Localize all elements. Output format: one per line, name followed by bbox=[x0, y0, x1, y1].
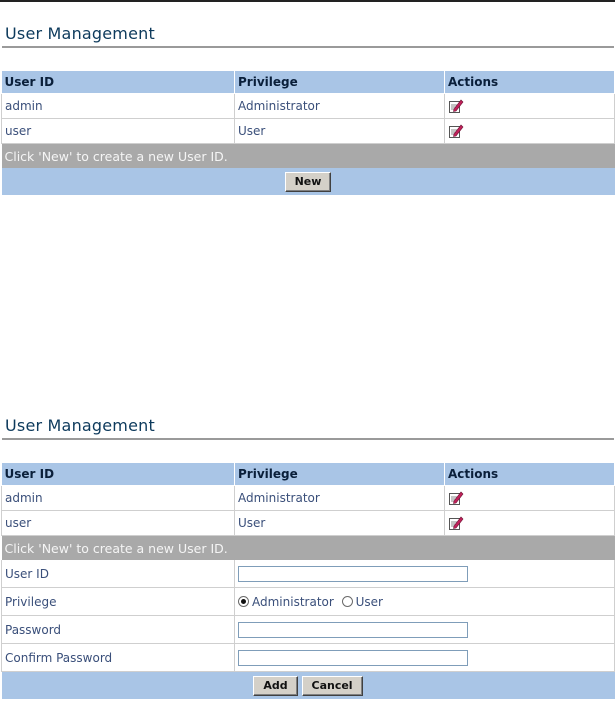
column-header-actions: Actions bbox=[445, 463, 615, 486]
column-header-privilege: Privilege bbox=[235, 71, 445, 94]
hint-row bbox=[2, 536, 615, 561]
users-table bbox=[1, 71, 615, 195]
cell-actions bbox=[445, 94, 615, 119]
cell-privilege: Administrator bbox=[235, 94, 445, 119]
table-header-row bbox=[2, 463, 615, 486]
privilege-option-administrator[interactable]: Administrator bbox=[252, 594, 334, 609]
privilege-radio-user[interactable] bbox=[342, 596, 353, 607]
edit-icon[interactable] bbox=[448, 515, 464, 531]
privilege-label: Privilege bbox=[2, 588, 235, 616]
add-button[interactable]: Add bbox=[253, 676, 297, 696]
table-row bbox=[2, 511, 615, 536]
table-row bbox=[2, 119, 615, 144]
button-bar bbox=[2, 168, 615, 195]
cell-privilege: User bbox=[235, 511, 445, 536]
user-management-panel-list bbox=[0, 24, 615, 195]
cell-actions bbox=[445, 511, 615, 536]
form-row-confirm-password bbox=[2, 644, 615, 672]
cell-user-id: user bbox=[2, 119, 235, 144]
table-row bbox=[2, 94, 615, 119]
cell-user-id: admin bbox=[2, 486, 235, 511]
password-label: Password bbox=[2, 616, 235, 644]
user-management-panel-add bbox=[0, 416, 615, 699]
cancel-button[interactable]: Cancel bbox=[302, 676, 363, 696]
page-title: User Management bbox=[5, 416, 155, 435]
privilege-radio-administrator[interactable] bbox=[238, 596, 249, 607]
cell-privilege: User bbox=[235, 119, 445, 144]
form-row-privilege bbox=[2, 588, 615, 616]
hint-text: Click 'New' to create a new User ID. bbox=[2, 536, 615, 561]
user-id-field[interactable] bbox=[238, 566, 468, 582]
confirm-password-field[interactable] bbox=[238, 650, 468, 666]
confirm-password-label: Confirm Password bbox=[2, 644, 235, 672]
form-row-user-id bbox=[2, 560, 615, 588]
form-row-password bbox=[2, 616, 615, 644]
password-field[interactable] bbox=[238, 622, 468, 638]
title-divider bbox=[2, 46, 614, 48]
table-header-row bbox=[2, 71, 615, 94]
new-button[interactable]: New bbox=[285, 172, 332, 192]
hint-text: Click 'New' to create a new User ID. bbox=[2, 144, 615, 169]
cell-privilege: Administrator bbox=[235, 486, 445, 511]
column-header-privilege: Privilege bbox=[235, 463, 445, 486]
users-table bbox=[1, 463, 615, 699]
cell-actions bbox=[445, 486, 615, 511]
privilege-option-user[interactable]: User bbox=[355, 594, 383, 609]
edit-icon[interactable] bbox=[448, 123, 464, 139]
table-row bbox=[2, 486, 615, 511]
title-divider bbox=[2, 438, 614, 440]
edit-icon[interactable] bbox=[448, 98, 464, 114]
cell-user-id: admin bbox=[2, 94, 235, 119]
page-title: User Management bbox=[5, 24, 155, 43]
edit-icon[interactable] bbox=[448, 490, 464, 506]
cell-user-id: user bbox=[2, 511, 235, 536]
hint-row bbox=[2, 144, 615, 169]
column-header-user-id: User ID bbox=[2, 463, 235, 486]
column-header-user-id: User ID bbox=[2, 71, 235, 94]
column-header-actions: Actions bbox=[445, 71, 615, 94]
user-id-label: User ID bbox=[2, 560, 235, 588]
cell-actions bbox=[445, 119, 615, 144]
button-bar bbox=[2, 672, 615, 700]
top-border bbox=[0, 0, 615, 2]
